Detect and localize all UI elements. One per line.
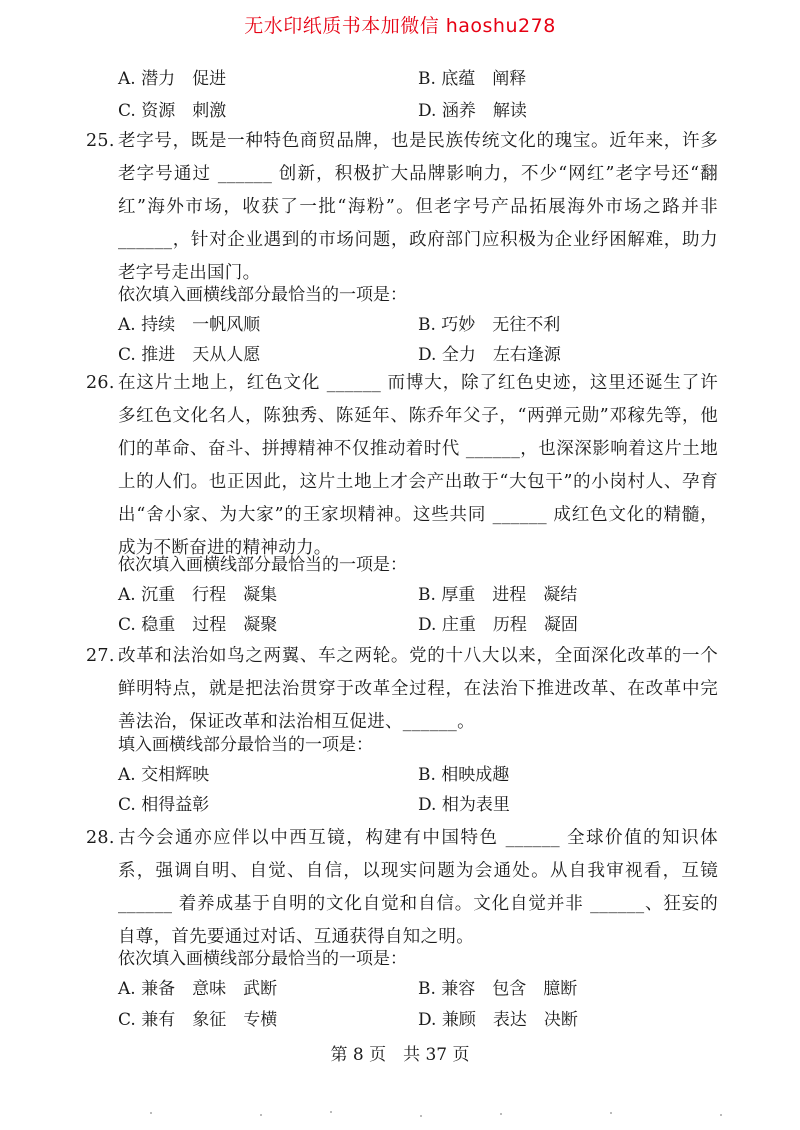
- options-row-1: [0, 974, 800, 1004]
- option-b: B. 厚重 进程 凝结: [418, 585, 578, 605]
- option-b: B. 兼容 包含 臆断: [418, 979, 578, 999]
- options-row-1: [0, 580, 800, 610]
- watermark-text: 无水印纸质书本加微信 haoshu278: [244, 15, 556, 37]
- options-row-2: [0, 790, 800, 820]
- question-stem: 古今会通亦应伴以中西互镜，构建有中国特色 ______ 全球价值的知识体系，强调自明、自觉、自信，以现实问题为会通处。从自我审视看，互镜 ______ 着养成基于自明的文化自觉和自信。文化自觉并非 ______、狂妄的自尊，首先要通过对话、互通获得自知之明。: [118, 828, 718, 947]
- question-stem: 改革和法治如鸟之两翼、车之两轮。党的十八大以来，全面深化改革的一个鲜明特点，就是把法治贯穿于改革全过程，在法治下推进改革、在改革中完善法治，保证改革和法治相互促进、______。: [118, 646, 718, 732]
- question-27: [86, 640, 718, 739]
- option-b: B. 相映成趣: [418, 765, 510, 785]
- option-a: A. 持续 一帆风顺: [118, 315, 261, 335]
- option-a: A. 沉重 行程 凝集: [118, 585, 278, 605]
- options-row-1: [0, 760, 800, 790]
- question-prompt: 依次填入画横线部分最恰当的一项是：: [118, 285, 407, 305]
- question-prompt: 依次填入画横线部分最恰当的一项是：: [118, 949, 407, 969]
- question-number: 27.: [86, 646, 115, 666]
- question-stem: 老字号，既是一种特色商贸品牌，也是民族传统文化的瑰宝。近年来，许多老字号通过 ______ 创新，积极扩大品牌影响力，不少“网红”老字号还“翻红”海外市场，收获了一批“海粉”。但老字号产品拓展海外市场之路并非 ______，针对企业遇到的市场问题，政府部门应积极为企业纾困解难，助力老字号走出国门。: [118, 131, 718, 283]
- option-d: D. 庄重 历程 凝固: [418, 615, 578, 635]
- question-25: [86, 125, 718, 290]
- options-row-2: [0, 340, 800, 370]
- question-28: [86, 822, 718, 954]
- option-b: B. 巧妙 无往不利: [418, 315, 561, 335]
- page-footer: 第 8 页 共 37 页: [330, 1045, 470, 1065]
- question-prompt: 依次填入画横线部分最恰当的一项是：: [118, 555, 407, 575]
- option-d: D. 涵养 解读: [418, 101, 527, 121]
- option-c: C. 稳重 过程 凝聚: [118, 615, 278, 635]
- scan-noise: [0, 1108, 800, 1122]
- option-a: A. 兼备 意味 武断: [118, 979, 278, 999]
- question-stem: 在这片土地上，红色文化 ______ 而博大，除了红色史迹，这里还诞生了许多红色文化名人，陈独秀、陈延年、陈乔年父子，“两弹元勋”邓稼先等，他们的革命、奋斗、拼搏精神不仅推动着时代 ______，也深深影响着这片土地上的人们。也正因此，这片土地上才会产出敢于“大包干”的小岗村人、孕育出“舍小家、为大家”的王家坝精神。这些共同 ______ 成红色文化的精髓，成为不断奋进的精神动力。: [118, 373, 718, 558]
- option-a: A. 潜力 促进: [118, 69, 227, 89]
- option-c: C. 兼有 象征 专横: [118, 1010, 278, 1030]
- option-c: C. 相得益彰: [118, 795, 210, 815]
- question-26: [86, 367, 718, 565]
- options-row-1: [0, 310, 800, 340]
- option-d: D. 全力 左右逢源: [418, 345, 561, 365]
- prev-options-row-1: [0, 64, 800, 94]
- option-c: C. 推进 天从人愿: [118, 345, 261, 365]
- question-number: 28.: [86, 828, 115, 848]
- option-c: C. 资源 刺激: [118, 101, 227, 121]
- option-a: A. 交相辉映: [118, 765, 210, 785]
- option-b: B. 底蕴 阐释: [418, 69, 527, 89]
- option-d: D. 相为表里: [418, 795, 510, 815]
- question-number: 26.: [86, 373, 115, 393]
- prev-options-row-2: [0, 96, 800, 126]
- question-number: 25.: [86, 131, 115, 151]
- option-d: D. 兼顾 表达 决断: [418, 1010, 578, 1030]
- options-row-2: [0, 1005, 800, 1035]
- question-prompt: 填入画横线部分最恰当的一项是：: [118, 735, 373, 755]
- options-row-2: [0, 610, 800, 640]
